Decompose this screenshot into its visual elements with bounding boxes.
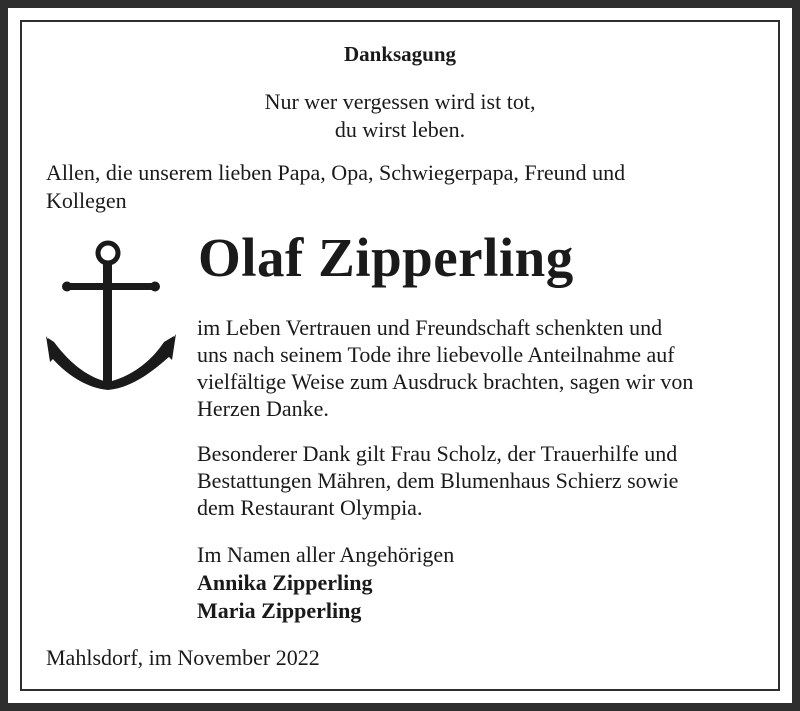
signature-intro: Im Namen aller Angehörigen: [197, 542, 455, 567]
paragraph-line: im Leben Vertrauen und Freundschaft schenkten und: [197, 315, 663, 340]
special-thanks-paragraph: [197, 440, 756, 521]
notice-title: Danksagung: [343, 42, 457, 66]
intro-line: Allen, die unserem lieben Papa, Opa, Schwiegerpapa, Freund und: [46, 160, 626, 185]
intro-text: [46, 159, 756, 215]
place-date: Mahlsdorf, im November 2022: [46, 645, 320, 670]
paragraph-line: Bestattungen Mähren, dem Blumenhaus Schierz sowie: [197, 468, 679, 493]
paragraph-line: vielfältige Weise zum Ausdruck brachten, sagen wir von: [197, 369, 694, 394]
paragraph-line: Herzen Danke.: [197, 396, 329, 421]
paragraph-line: uns nach seinem Tode ihre liebevolle Anteilnahme auf: [197, 342, 675, 367]
quote-line: Nur wer vergessen wird ist tot,: [264, 89, 536, 114]
signature-block: [197, 541, 454, 625]
paragraph-line: Besonderer Dank gilt Frau Scholz, der Trauerhilfe und: [197, 441, 678, 466]
anchor-icon: [44, 238, 178, 399]
quote: [0, 88, 800, 144]
intro-line: Kollegen: [46, 188, 127, 213]
paragraph-line: dem Restaurant Olympia.: [197, 495, 423, 520]
quote-line: du wirst leben.: [334, 117, 466, 142]
signatory-name: Maria Zipperling: [197, 598, 362, 623]
signatory-name: Annika Zipperling: [197, 570, 373, 595]
deceased-name: Olaf Zipperling: [198, 227, 574, 288]
gratitude-paragraph: [197, 314, 756, 422]
